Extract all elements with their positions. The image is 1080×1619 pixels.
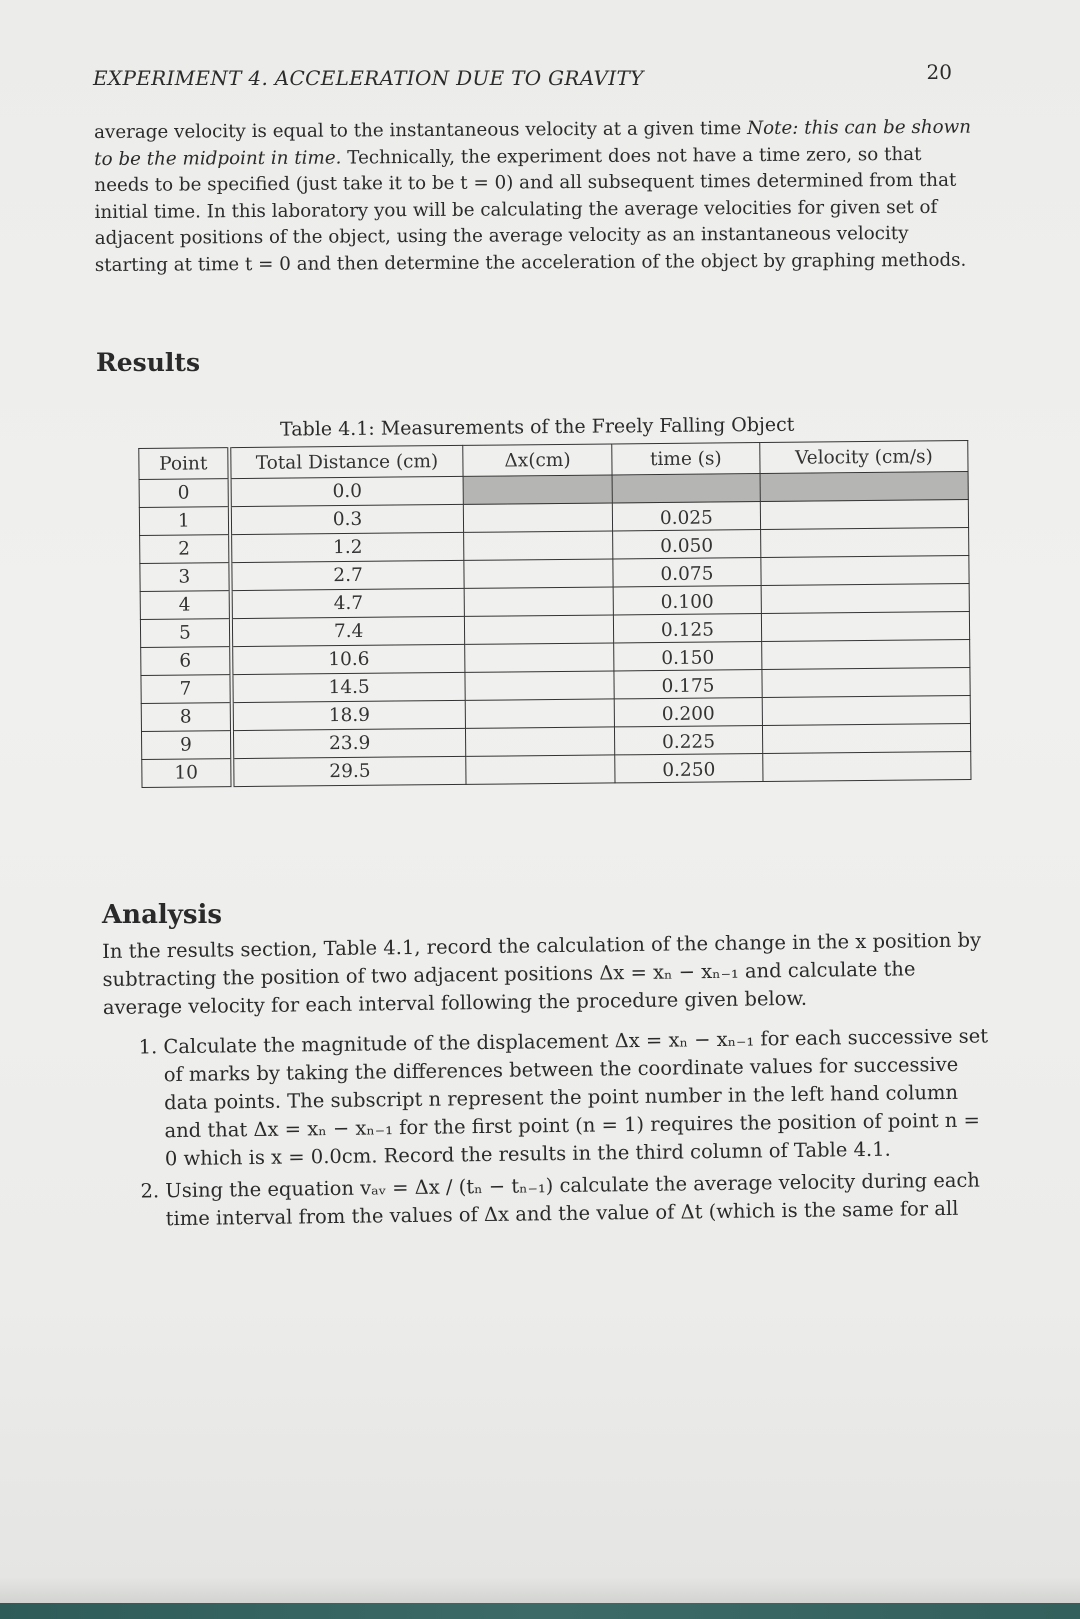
cell-velocity [763,724,971,754]
cell-point: 9 [141,731,231,760]
cell-time: 0.225 [614,726,762,755]
intro-note: Note: this can be shown to be the midpoint in time. [94,116,972,170]
cell-delta-x [464,559,613,588]
cell-velocity [762,640,970,670]
column-header-point: Point [139,448,230,480]
cell-time: 0.175 [614,670,762,699]
cell-velocity [760,472,968,502]
page-bottom-shadow [0,1577,1080,1603]
table-caption: Table 4.1: Measurements of the Freely Falling Object [279,413,795,441]
cell-velocity [761,528,969,558]
cell-delta-x [465,587,614,616]
cell-time: 0.125 [613,614,761,643]
cell-delta-x [466,699,615,728]
cell-time: 0.025 [612,502,760,531]
cell-delta-x [464,503,613,532]
cell-time: 0.150 [613,642,761,671]
cell-point: 1 [139,507,229,536]
cell-point: 5 [140,619,230,648]
cell-total-distance: 23.9 [232,728,467,758]
cell-total-distance: 10.6 [231,644,466,674]
cell-total-distance: 18.9 [231,700,466,730]
cell-point: 2 [140,535,230,564]
column-header-delta-x: Δx(cm) [463,444,612,476]
procedure-item-2: 2. Using the equation vₐᵥ = Δx / (tₙ − tₙ₋₁) calculate the average velocity during each time interval from the values of Δx and the value of Δt (which is the same for all [165,1166,996,1233]
intro-text-2: Technically, the experiment does not have a time zero, so that needs to be specified (just take it to be t = 0) and all subsequent times determined from that initial time. In this laboratory you will be calculating the average velocities for given set of adjacent positions of the object, using the average velocity as an instantaneous velocity starting at time t = 0 and then determine the acceleration of the object by graphing methods. [94,143,967,276]
analysis-paragraph: In the results section, Table 4.1, record the calculation of the change in the x position by subtracting the position of two adjacent positions Δx = xₙ − xₙ₋₁ and calculate the average velocity for each interval following the procedure given below. [102,928,982,1019]
results-heading: Results [96,348,201,377]
cell-time: 0.200 [614,698,762,727]
cell-delta-x [465,671,614,700]
cell-total-distance: 14.5 [231,672,466,702]
cell-delta-x [466,755,615,784]
analysis-heading: Analysis [102,900,223,930]
page-number: 20 [926,60,952,84]
column-header-time: time (s) [612,443,761,475]
intro-paragraph [94,115,975,279]
cell-velocity [761,612,969,642]
cell-point: 0 [139,479,229,508]
cell-time: 0.100 [613,586,761,615]
table-body [139,472,971,788]
column-header-total-distance: Total Distance (cm) [229,445,464,478]
cell-time: 0.050 [612,530,760,559]
measurements-table [138,440,971,788]
cell-time: 0.075 [613,558,761,587]
cell-point: 6 [141,647,231,676]
cell-velocity [761,556,969,586]
analysis-section [102,926,996,1238]
cell-velocity [762,668,970,698]
procedure-list [103,1022,996,1234]
cell-delta-x [464,475,613,504]
cell-total-distance: 2.7 [230,560,465,590]
cell-time: 0.250 [615,754,763,783]
intro-text-1: average velocity is equal to the instantaneous velocity at a given time [94,118,748,143]
cell-velocity [760,500,968,530]
cell-point: 10 [142,759,232,788]
cell-point: 3 [140,563,230,592]
cell-total-distance: 4.7 [230,588,465,618]
binder-edge [0,1603,1080,1619]
cell-point: 8 [141,703,231,732]
column-header-velocity: Velocity (cm/s) [760,441,968,474]
cell-velocity [763,752,971,782]
cell-total-distance: 0.0 [229,476,464,506]
cell-point: 4 [140,591,230,620]
cell-delta-x [464,531,613,560]
cell-total-distance: 1.2 [230,532,465,562]
cell-point: 7 [141,675,231,704]
cell-total-distance: 0.3 [230,504,465,534]
running-head: EXPERIMENT 4. ACCELERATION DUE TO GRAVITY [93,66,644,90]
measurements-table-block [138,412,971,788]
cell-time [612,474,760,503]
cell-velocity [761,584,969,614]
procedure-item-1: 1. Calculate the magnitude of the displacement Δx = xₙ − xₙ₋₁ for each successive set of marks by taking the differences between the coordinate values for successive data points. The subscript n represent the point number in the left hand column and that Δx = xₙ − xₙ₋₁ for the first point (n = 1) requires the position of point n = 0 which is x = 0.0cm. Record the results in the third column of Table 4.1. [163,1022,995,1173]
cell-delta-x [465,643,614,672]
cell-velocity [762,696,970,726]
cell-delta-x [466,727,615,756]
cell-delta-x [465,615,614,644]
cell-total-distance: 7.4 [231,616,466,646]
cell-total-distance: 29.5 [232,756,467,786]
